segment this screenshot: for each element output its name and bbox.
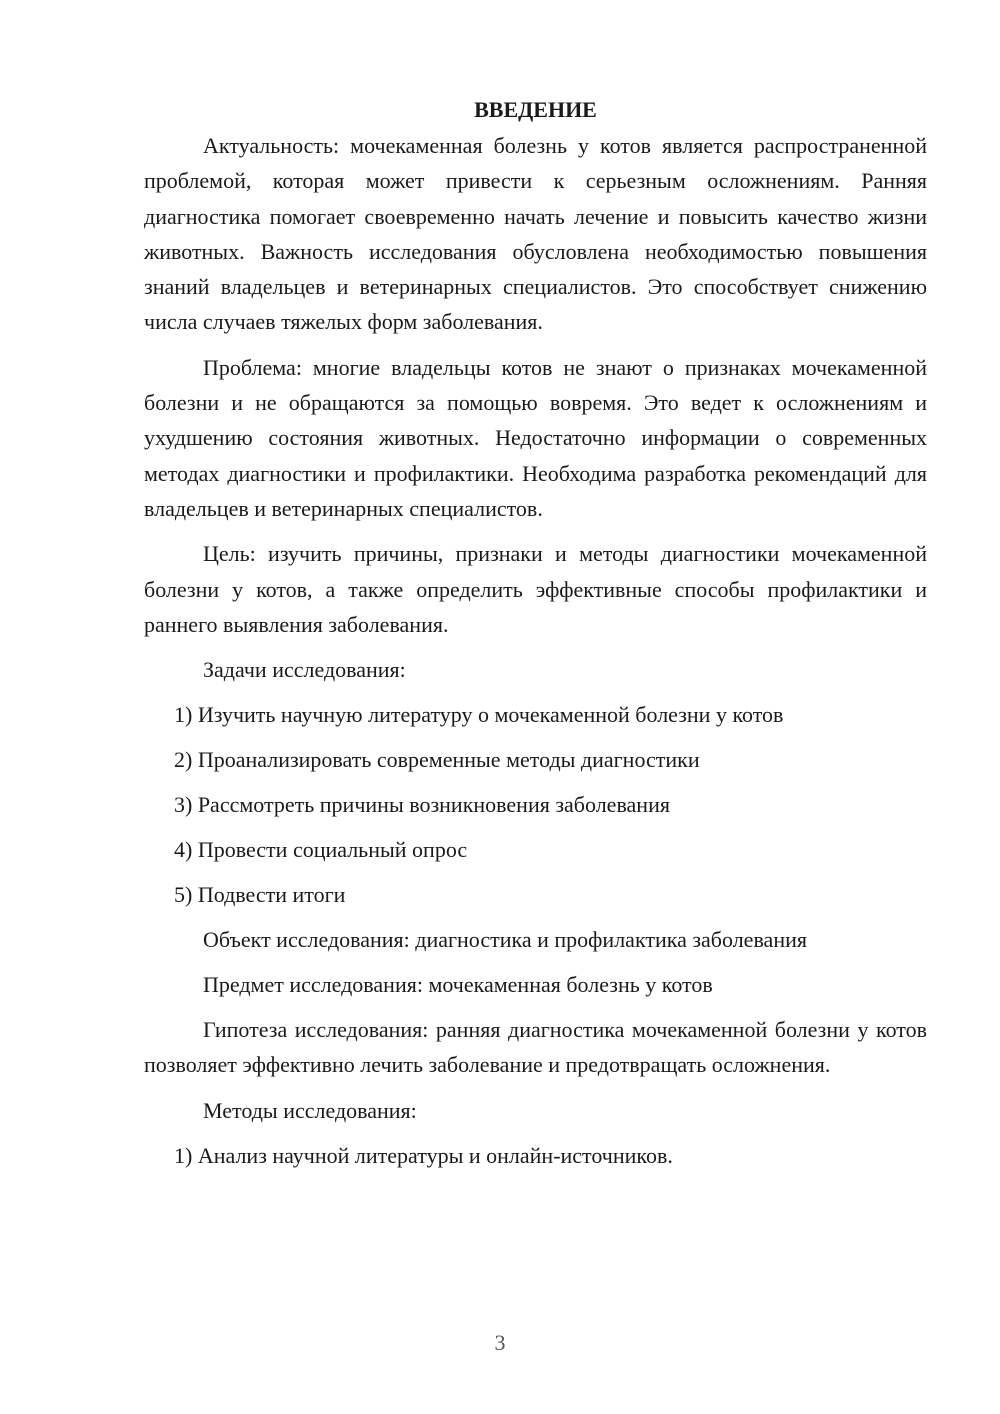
methods-heading: Методы исследования: xyxy=(203,1097,417,1123)
method-item: 1) Анализ научной литературы и онлайн-источников. xyxy=(174,1142,673,1168)
document-page xyxy=(144,92,927,1173)
research-subject: Предмет исследования: мочекаменная болезнь у котов xyxy=(203,972,713,998)
hypothesis-paragraph: Гипотеза исследования: ранняя диагностика мочекаменной болезни у котов позволяет эффективно лечить заболевание и предотвращать осложнения. xyxy=(144,1017,927,1078)
task-item: 3) Рассмотреть причины возникновения заболевания xyxy=(174,792,670,818)
section-title: ВВЕДЕНИЕ xyxy=(474,97,597,122)
task-item: 1) Изучить научную литературу о мочекаменной болезни у котов xyxy=(174,702,784,728)
research-object: Объект исследования: диагностика и профилактика заболевания xyxy=(203,927,807,953)
goal-paragraph: Цель: изучить причины, признаки и методы диагностики мочекаменной болезни у котов, а также определить эффективные способы профилактики и раннего выявления заболевания. xyxy=(144,541,927,637)
page-number: 3 xyxy=(494,1330,506,1355)
tasks-heading: Задачи исследования: xyxy=(203,657,406,683)
task-item: 4) Провести социальный опрос xyxy=(174,837,468,863)
problem-paragraph: Проблема: многие владельцы котов не знают о признаках мочекаменной болезни и не обращаются за помощью вовремя. Это ведет к осложнениям и ухудшению состояния животных. Недостаточно информации о современных методах диагностики и профилактики. Необходима разработка рекомендаций для владельцев и ветеринарных специалистов. xyxy=(144,354,927,521)
relevance-paragraph: Актуальность: мочекаменная болезнь у котов является распространенной проблемой, которая может привести к серьезным осложнениям. Ранняя диагностика помогает своевременно начать лечение и повысить качество жизни животных. Важность исследования обусловлена необходимостью повышения знаний владельцев и ветеринарных специалистов. Это способствует снижению числа случаев тяжелых форм заболевания. xyxy=(144,133,927,335)
task-item: 5) Подвести итоги xyxy=(174,882,346,908)
task-item: 2) Проанализировать современные методы диагностики xyxy=(174,747,700,773)
